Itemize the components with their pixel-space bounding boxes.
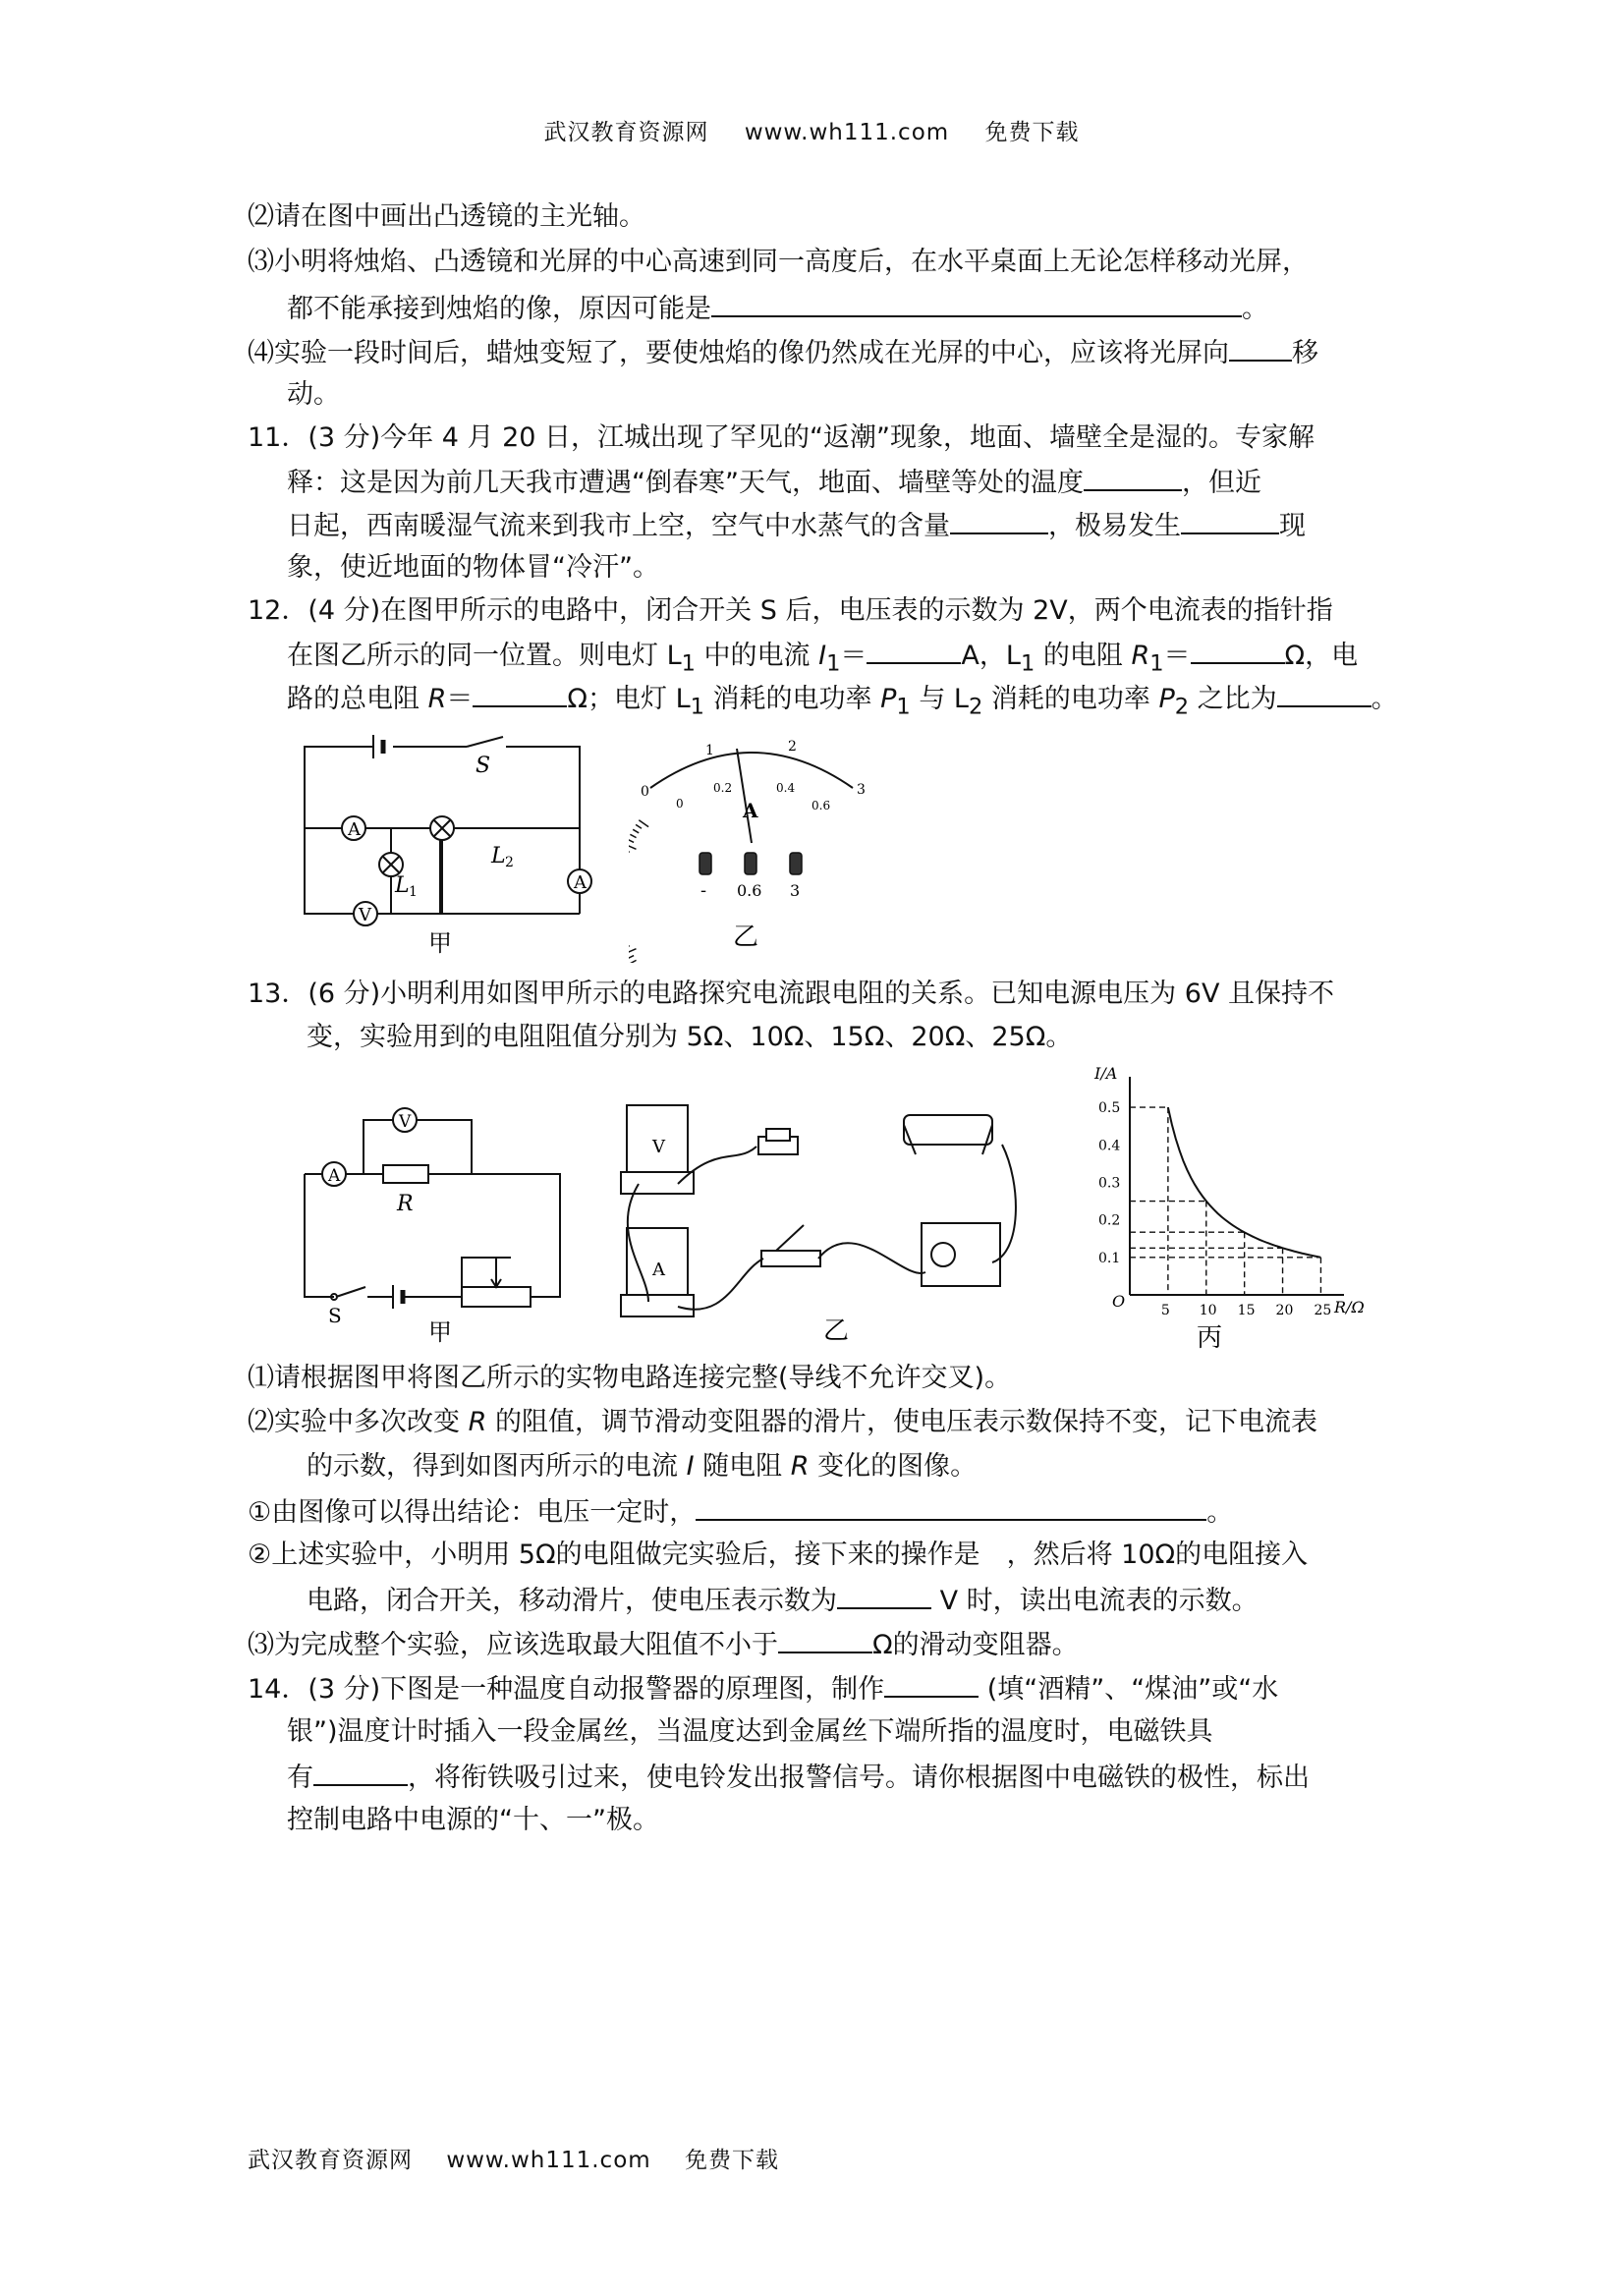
q14-line4: 控制电路中电源的“十、一”极。 (287, 1805, 659, 1835)
q13-text: 变化的图像。 (809, 1451, 978, 1482)
q12-text: 路的总电阻 (287, 684, 428, 714)
q13-text: ①由图像可以得出结论：电压一定时， (248, 1497, 697, 1528)
q14-line1 (248, 1670, 1278, 1708)
dial-tick-b06: 0.6 (812, 799, 831, 812)
q14-line3 (287, 1759, 1310, 1796)
subscript: 1 (826, 650, 841, 677)
q10-part3-end: 。 (1242, 294, 1268, 324)
answer-blank[interactable] (778, 1626, 872, 1653)
y-tick-label: 0.3 (1098, 1175, 1121, 1192)
ammeter-label: A (574, 872, 587, 893)
q13-conclusion2-line1: ②上述实验中，小明用 5Ω的电阻做完实验后，接下来的操作是 ，然后将 10Ω的电阻接入 (248, 1540, 1309, 1570)
terminal-3: 3 (790, 881, 801, 900)
q10-part2: ⑵请在图中画出凸透镜的主光轴。 (248, 201, 645, 232)
y-tick-label: 0.2 (1098, 1212, 1121, 1229)
y-tick-label: 0.5 (1098, 1100, 1121, 1117)
q14-text: 有 (287, 1763, 313, 1793)
lamp-l1-subscript: 1 (409, 884, 418, 900)
q13-text: 随电阻 (694, 1451, 791, 1482)
y-axis-label: I/A (1094, 1064, 1118, 1083)
q12-text: ＝ (840, 641, 867, 671)
lamp-l2-label: L (491, 844, 506, 868)
q13-text: 的阻值，调节滑动变阻器的滑片，使电压表示数保持不变，记下电流表 (486, 1407, 1317, 1437)
q10-part3-text: 都不能承接到烛焰的像，原因可能是 (287, 294, 711, 324)
answer-blank[interactable] (867, 637, 961, 664)
dial-tick-mark (629, 845, 637, 850)
page-header (0, 114, 1623, 146)
answer-blank[interactable] (473, 680, 567, 707)
dial-tick-mark (629, 956, 634, 959)
q13-text: 的示数，得到如图丙所示的电流 (307, 1451, 687, 1482)
q11-text: ，极易发生 (1048, 511, 1181, 541)
lamp-l1-label: L (395, 873, 410, 898)
dial-tick-1: 1 (705, 743, 714, 758)
answer-blank[interactable] (1181, 507, 1279, 534)
answer-blank[interactable] (1229, 334, 1292, 362)
q13-text: V 时，读出电流表的示数。 (931, 1586, 1259, 1616)
figure-caption: 丙 (1197, 1323, 1223, 1353)
header-site: 武汉教育资源网 (543, 120, 709, 145)
q10-part4-text: ⑷实验一段时间后，蜡烛变短了，要使烛焰的像仍然成在光屏的中心，应该将光屏向 (248, 338, 1229, 368)
q11-text: 释：这是因为前几天我市遭遇“倒春寒”天气，地面、墙壁等处的温度 (287, 468, 1084, 498)
dial-unit: A (743, 799, 758, 822)
rheostat-device (904, 1115, 992, 1145)
symbol-P: P (1158, 684, 1175, 714)
dial-tick-mark (629, 850, 630, 853)
origin-label: O (1112, 1292, 1126, 1311)
q13-part1: ⑴请根据图甲将图乙所示的实物电路连接完整(导线不允许交叉)。 (248, 1363, 1012, 1393)
q12-circuit-diagram (295, 727, 599, 963)
q13-conclusion2-line2 (307, 1582, 1259, 1619)
q12-text: 之比为 (1189, 684, 1277, 714)
q13-part2-line2 (307, 1449, 977, 1484)
q11-text: 日起，西南暖湿气流来到我市上空，空气中水蒸气的含量 (287, 511, 950, 541)
q13-line1: 13．(6 分)小明利用如图甲所示的电路探究电流跟电阻的关系。已知电源电压为 6V 且保持不 (248, 979, 1334, 1009)
q11-text: ，但近 (1181, 468, 1261, 498)
x-tick-label: 15 (1237, 1303, 1256, 1318)
dial-tick-mark (639, 820, 648, 827)
dial-tick-mark (629, 949, 637, 954)
q10-part4-line2: 动。 (287, 379, 340, 410)
figure-caption: 乙 (733, 923, 759, 952)
dial-tick-2: 2 (788, 739, 797, 755)
dial-tick-mark (636, 824, 642, 828)
symbol-I: I (818, 641, 827, 671)
x-tick-label: 25 (1314, 1303, 1332, 1318)
switch-label: S (476, 754, 491, 778)
dial-tick-mark (630, 834, 636, 837)
ammeter-label: A (348, 819, 361, 840)
dial-tick-b0: 0 (676, 797, 684, 811)
q13-part2-line1 (248, 1405, 1317, 1440)
q13-text: ⑵实验中多次改变 (248, 1407, 469, 1437)
x-tick-label: 5 (1160, 1303, 1170, 1318)
footer-site: 武汉教育资源网 (248, 2148, 413, 2173)
dial-tick-mark (630, 960, 636, 963)
q13-text: 电路，闭合开关，移动滑片，使电压表示数为 (307, 1586, 837, 1616)
voltmeter-face-label: V (652, 1137, 665, 1157)
footer-url: www.wh111.com (446, 2148, 651, 2173)
q13-current-resistance-graph (1091, 1061, 1385, 1356)
dial-tick-mark (629, 839, 634, 842)
terminal-06: 0.6 (737, 881, 762, 900)
q14-line2: 银”)温度计时插入一段金属丝，当温度达到金属丝下端所指的温度时，电磁铁具 (287, 1716, 1213, 1747)
dial-tick-mark (633, 829, 639, 833)
q11-text: 现 (1279, 511, 1306, 541)
header-url: www.wh111.com (744, 120, 950, 145)
q14-text: ，将衔铁吸引过来，使电铃发出报警信号。请你根据图中电磁铁的极性，标出 (408, 1763, 1310, 1793)
switch-label: S (328, 1304, 342, 1327)
x-tick-label: 20 (1275, 1303, 1294, 1318)
q12-text: 消耗的电功率 (982, 684, 1159, 714)
ammeter-face-label: A (652, 1260, 665, 1280)
ammeter-label: A (328, 1166, 341, 1186)
q13-text: 。 (1206, 1497, 1234, 1528)
q14-text: 14．(3 分)下图是一种温度自动报警器的原理图，制作 (248, 1674, 885, 1705)
header-note: 免费下载 (984, 120, 1080, 145)
q14-text: (填“酒精”、“煤油”或“水 (979, 1674, 1279, 1705)
answer-blank[interactable] (837, 1582, 931, 1609)
subscript: 1 (690, 694, 704, 720)
q11-line1: 11．(3 分)今年 4 月 20 日，江城出现了罕见的“返潮”现象，地面、墙壁全是湿的。专家解 (248, 422, 1315, 453)
q12-text: 在图乙所示的同一位置。则电灯 L (287, 641, 682, 671)
q12-text: 与 L (910, 684, 969, 714)
q12-text: Ω，电 (1284, 641, 1359, 671)
q13-part3 (248, 1626, 1079, 1663)
q10-part3-line1: ⑶小明将烛焰、凸透镜和光屏的中心高速到同一高度后，在水平桌面上无论怎样移动光屏， (248, 247, 1309, 277)
q12-text: ＝ (1163, 641, 1191, 671)
dial-tick-3: 3 (857, 782, 866, 798)
symbol-R: R (427, 684, 447, 714)
terminal-minus: - (700, 880, 707, 901)
figure-caption: 甲 (428, 1318, 452, 1346)
subscript: 1 (1020, 650, 1035, 677)
answer-blank[interactable] (950, 507, 1048, 534)
footer-note: 免费下载 (684, 2148, 779, 2173)
q12-line2 (287, 637, 1358, 681)
figure-caption: 甲 (428, 929, 452, 957)
q12-text: A，L (961, 641, 1021, 671)
q12-text: 的电阻 (1035, 641, 1132, 671)
lamp-l2-subscript: 2 (505, 855, 514, 870)
symbol-R: R (468, 1407, 487, 1437)
voltmeter-label: V (399, 1112, 412, 1132)
answer-blank[interactable] (1191, 637, 1285, 664)
answer-blank[interactable] (711, 290, 1242, 317)
answer-blank[interactable] (1277, 680, 1371, 707)
q13-text: ⑶为完成整个实验，应该选取最大阻值不小于 (248, 1630, 778, 1660)
answer-blank[interactable] (1084, 464, 1182, 491)
q13-apparatus-sketch (609, 1086, 1041, 1351)
q11-line2 (287, 464, 1261, 501)
dial-tick-b02: 0.2 (713, 781, 733, 795)
q13-line2: 变，实验用到的电阻阻值分别为 5Ω、10Ω、15Ω、20Ω、25Ω。 (307, 1022, 1073, 1052)
q12-text: 。 (1371, 684, 1398, 714)
subscript: 1 (681, 650, 696, 677)
symbol-R: R (1131, 641, 1150, 671)
subscript: 1 (1149, 650, 1164, 677)
q13-circuit-diagram (295, 1091, 580, 1346)
subscript: 2 (1174, 694, 1190, 720)
resistor-label: R (397, 1192, 414, 1216)
dial-tick-0: 0 (641, 784, 649, 800)
q10-part4-end: 移 (1292, 338, 1318, 368)
x-tick-label: 10 (1199, 1303, 1217, 1318)
x-axis-label: R/Ω (1334, 1298, 1365, 1316)
page-footer (248, 2142, 805, 2174)
q12-line1: 12．(4 分)在图甲所示的电路中，闭合开关 S 后，电压表的示数为 2V，两个电流表的指针指 (248, 595, 1333, 626)
q12-text: 消耗的电功率 (703, 684, 881, 714)
q10-part3-line2 (287, 290, 1268, 327)
y-tick-label: 0.1 (1098, 1250, 1121, 1266)
answer-blank[interactable] (696, 1493, 1206, 1521)
subscript: 2 (968, 694, 983, 720)
q12-line3 (287, 680, 1398, 724)
answer-blank[interactable] (884, 1670, 979, 1698)
answer-blank[interactable] (313, 1759, 408, 1786)
dial-tick-mark (629, 946, 630, 949)
q12-ammeter-dial (629, 727, 884, 963)
q10-part4-line1 (248, 334, 1318, 371)
symbol-I: I (686, 1451, 695, 1482)
q12-text: Ω；电灯 L (567, 684, 691, 714)
q11-line3 (287, 507, 1306, 544)
q12-text: 中的电流 (695, 641, 819, 671)
symbol-R: R (790, 1451, 810, 1482)
q13-text: Ω的滑动变阻器。 (872, 1630, 1079, 1660)
dial-tick-b04: 0.4 (776, 781, 796, 795)
q12-text: ＝ (446, 684, 474, 714)
voltmeter-label: V (359, 905, 371, 925)
q11-line4: 象，使近地面的物体冒“冷汗”。 (287, 552, 659, 583)
subscript: 1 (896, 694, 911, 720)
q13-conclusion1 (248, 1493, 1233, 1531)
switch-device (761, 1251, 820, 1266)
symbol-P: P (880, 684, 897, 714)
y-tick-label: 0.4 (1098, 1138, 1121, 1154)
figure-caption: 乙 (823, 1316, 850, 1346)
